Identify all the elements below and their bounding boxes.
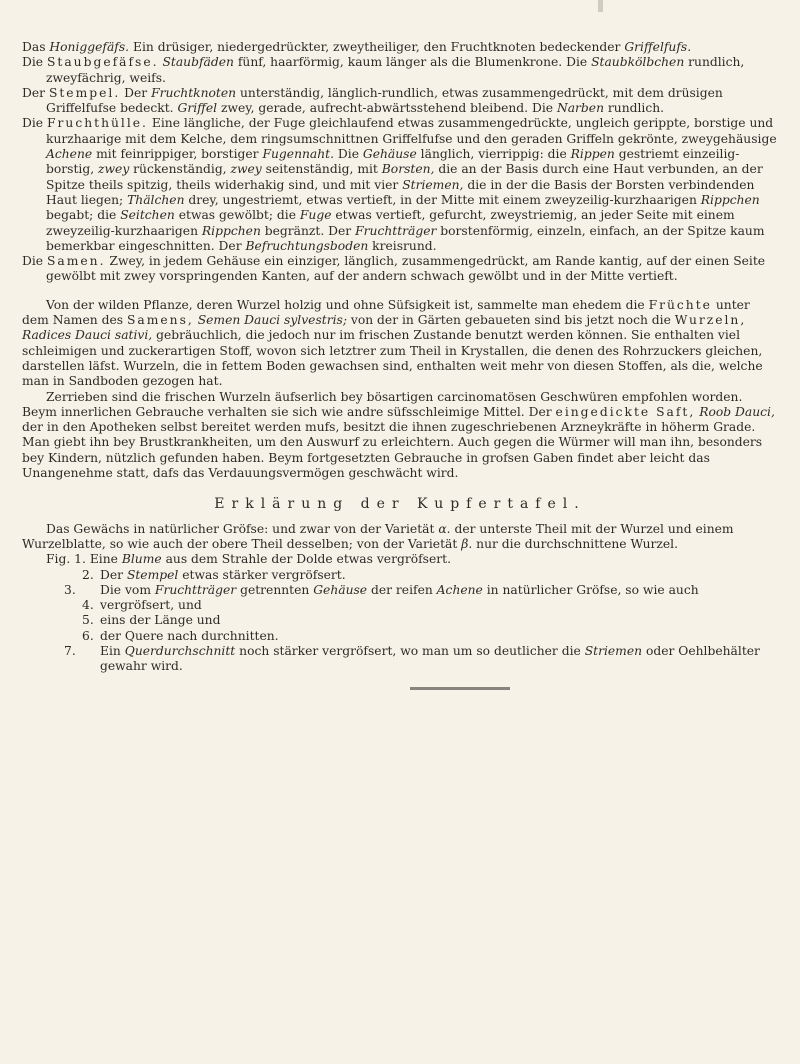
para-use-medicine [22, 390, 778, 482]
text: der Quere nach durchnitten. [100, 628, 279, 643]
term-spaced: eingedickte Saft, [555, 404, 696, 419]
text: Eine längliche, der Fuge gleichlaufend etwas zusammengedrückte, ungleich gerippte, borstige und kurzhaarige mit dem Kelche, dem ringsumschnittnen Griffelfufse und den geraden Griffeln gekrönte, zweygehäusige [46, 116, 777, 146]
para-stempel [22, 86, 778, 117]
text: seitenständig, mit [261, 162, 382, 177]
text: begränzt. Der [260, 223, 356, 238]
latin-term: Radices Dauci sativi, [22, 328, 153, 343]
text: die in der die Basis der Borsten verbindenden Haut liegen; [46, 177, 755, 207]
term: zwey [230, 162, 262, 177]
variety-beta: β. [461, 536, 473, 551]
section-heading [22, 497, 778, 512]
text: begabt; die [46, 208, 121, 223]
term: Fruchtträger [154, 582, 237, 597]
figure-number: 3. [64, 582, 76, 597]
text: unterständig, länglich-rundlich, etwas zusammengedrückt, mit dem drüsigen Griffelfufse bedeckt. [46, 85, 723, 116]
term: Gehäuse [313, 582, 368, 597]
figure-item [22, 644, 778, 675]
text: Zerrieben sind die frischen Wurzeln äufserlich bey bösartigen carcinomatösen Geschwüren empfohlen worden. Beym innerlichen Gebrauche verhalten sie sich wie andre süfsschleimige Mittel. Der [22, 389, 743, 419]
text: der in den Apotheken selbst bereitet werden mufs, besitzt die ihnen zugeschriebenen Arzneykräfte in höherm Grade. Man giebt ihn bey Brustkrankheiten, um den Auswurf zu erleichtern. Auch gegen die Würmer will man ihn, besonders bey Kindern, nützlich gefunden haben. Beym fortgesetzten Gebrauche in grofsen Gaben findet aber leicht das Unangenehme statt, dafs das Verdauungsvermögen geschwächt wird. [22, 420, 763, 481]
text: Eine [89, 552, 122, 567]
term-spaced: Fruchthülle. [46, 116, 148, 131]
text: rundlich. [604, 101, 665, 116]
term: Rippchen [700, 192, 760, 207]
figure-number: 6. [82, 628, 94, 643]
text: Die [22, 55, 47, 70]
term: Narben [556, 101, 604, 116]
text: der reifen [367, 582, 437, 597]
term: Honiggefäfs. [49, 40, 130, 54]
figure-item [22, 598, 778, 613]
term: Seitchen [120, 208, 175, 223]
text: borstenförmig, einzeln, einfach, an der Spitze kaum bemerkbar eingeschnitten. Der [46, 223, 765, 253]
term: Staubfäden [162, 55, 234, 70]
term-spaced: Staubgefäfse. [46, 55, 159, 70]
term-spaced: Samens, [126, 313, 194, 328]
text: nur die durchschnittene Wurzel. [472, 536, 679, 551]
heading-text: Erklärung der Kupfertafel. [214, 496, 586, 513]
text: Das [22, 40, 50, 54]
para-plate-intro [22, 522, 778, 553]
text: Ein drüsiger, niedergedrückter, zweytheiliger, den Fruchtknoten bedeckender [129, 40, 625, 54]
term: Rippen [570, 147, 615, 162]
text: unter dem Namen des [22, 297, 750, 328]
text: Die [22, 116, 47, 131]
term: Fugennaht. [262, 147, 335, 162]
text: Das Gewächs in natürlicher Gröfse: und zwar von der Varietät [46, 521, 439, 536]
text: fünf, haarförmig, kaum länger als die Blumenkrone. Die [233, 55, 592, 70]
text: Der [120, 85, 152, 100]
term: Fuge [299, 208, 332, 223]
text: Der [22, 85, 49, 100]
term: Striemen [584, 643, 643, 658]
para-staubgefaesse [22, 55, 778, 86]
text: Ein [100, 643, 125, 658]
text: von der in Gärten gebaueten sind bis jetzt noch die [346, 313, 675, 328]
term: Fruchtträger [355, 223, 437, 238]
latin-term: Semen Dauci sylvestris; [197, 313, 347, 328]
term: Striemen, [402, 177, 464, 192]
term: Borsten, [381, 162, 435, 177]
figure-item [22, 613, 778, 628]
text: in natürlicher Gröfse, so wie auch [482, 582, 699, 597]
text: gebräuchlich, die jedoch nur im frischen Zustande benutzt werden können. Sie enthalten viel schleimigen und zuckerartigen Stoff, wovon sich letztrer zum Theil in Krystallen, die denen des Rohrzuckers gleichen, darstellen läfst. Wurzeln, die in fettem Boden gewachsen sind, enthalten weit mehr von diesen Stoffen, als die, welche man in Sandboden gezogen hat. [22, 328, 763, 389]
figure-item [22, 552, 778, 567]
para-samen [22, 254, 778, 285]
term: Fruchtknoten [151, 85, 237, 100]
para-honiggefaess [22, 40, 778, 55]
term: Thälchen [127, 192, 185, 207]
figure-number: 5. [82, 613, 94, 628]
text: eins der Länge und [100, 613, 221, 628]
text: getrennten [236, 582, 314, 597]
figure-number: 7. [64, 643, 76, 658]
text: Von der wilden Pflanze, deren Wurzel holzig und ohne Süfsigkeit ist, sammelte man ehedem die [46, 297, 649, 312]
figure-number: 2. [82, 567, 94, 582]
term: Griffel [177, 101, 218, 116]
text: Der [100, 567, 127, 582]
figure-number: 4. [82, 598, 94, 613]
term: Staubkölbchen [591, 55, 685, 70]
text: noch stärker vergröfsert, wo man um so deutlicher die [235, 643, 585, 658]
text: rückenständig, [129, 162, 231, 177]
latin-term: Roob Dauci, [699, 404, 775, 419]
term: zwey [98, 162, 130, 177]
scan-mark [598, 0, 603, 12]
figure-list [22, 552, 778, 674]
text: drey, ungestriemt, etwas vertieft, in der Mitte mit einem zweyzeilig-kurzhaarigen [184, 192, 701, 207]
text: der unterste Theil mit der Wurzel und einem Wurzelblatte, so wie auch der obere Theil desselben; von der Varietät [22, 521, 734, 551]
text: kreisrund. [368, 238, 437, 253]
term: Achene [46, 147, 93, 162]
term: Stempel [126, 567, 179, 582]
term: Gehäuse [362, 147, 417, 162]
variety-alpha: α. [438, 521, 451, 536]
figure-item [22, 629, 778, 644]
text: etwas gewölbt; die [174, 208, 300, 223]
text: die an der Basis durch eine Haut verbunden, an der Spitze theils spitzig, theils widerhakig sind, und mit vier [46, 162, 763, 192]
text: Zwey, in jedem Gehäuse ein einziger, länglich, zusammengedrückt, am Rande kantig, auf der einen Seite gewölbt mit zwey vorspringenden Kanten, auf der andern schwach gewölbt und in der Mitte vertieft. [46, 254, 766, 284]
term: Griffelfufs. [624, 40, 692, 54]
term: Querdurchschnitt [124, 643, 236, 658]
text: etwas stärker vergröfsert. [178, 567, 346, 582]
term: Blume [121, 552, 162, 567]
term: Rippchen [201, 223, 261, 238]
text: gestriemt einzeilig-borstig, [46, 147, 740, 177]
text: Die vom [100, 582, 155, 597]
text: oder Oehlbehälter gewahr wird. [100, 643, 760, 674]
text: aus dem Strahle der Dolde etwas vergröfsert. [161, 552, 451, 567]
text: vergröfsert, und [100, 598, 202, 613]
text: etwas vertieft, gefurcht, zweystriemig, an jeder Seite mit einem zweyzeilig-kurzhaarigen [46, 208, 735, 238]
text: rundlich, zweyfächrig, weifs. [46, 55, 745, 85]
para-fruchthuelle [22, 116, 778, 254]
term-spaced: Früchte [648, 297, 712, 312]
term-spaced: Stempel. [48, 85, 121, 100]
term: Achene [436, 582, 483, 597]
end-rule [410, 687, 510, 690]
term-spaced: Samen. [46, 254, 106, 269]
term-spaced: Wurzeln, [674, 313, 747, 328]
figure-item [22, 568, 778, 583]
description-block [22, 40, 778, 690]
text: Die [22, 254, 47, 269]
text: länglich, vierrippig: die [416, 147, 571, 162]
text: mit feinrippiger, borstiger [92, 147, 263, 162]
text: Die [334, 147, 363, 162]
term: Befruchtungsboden [245, 238, 369, 253]
figure-number: Fig. 1. [46, 552, 86, 567]
para-use-plant [22, 298, 778, 390]
figure-item [22, 583, 778, 598]
text: zwey, gerade, aufrecht-abwärtsstehend bleibend. Die [217, 101, 557, 116]
